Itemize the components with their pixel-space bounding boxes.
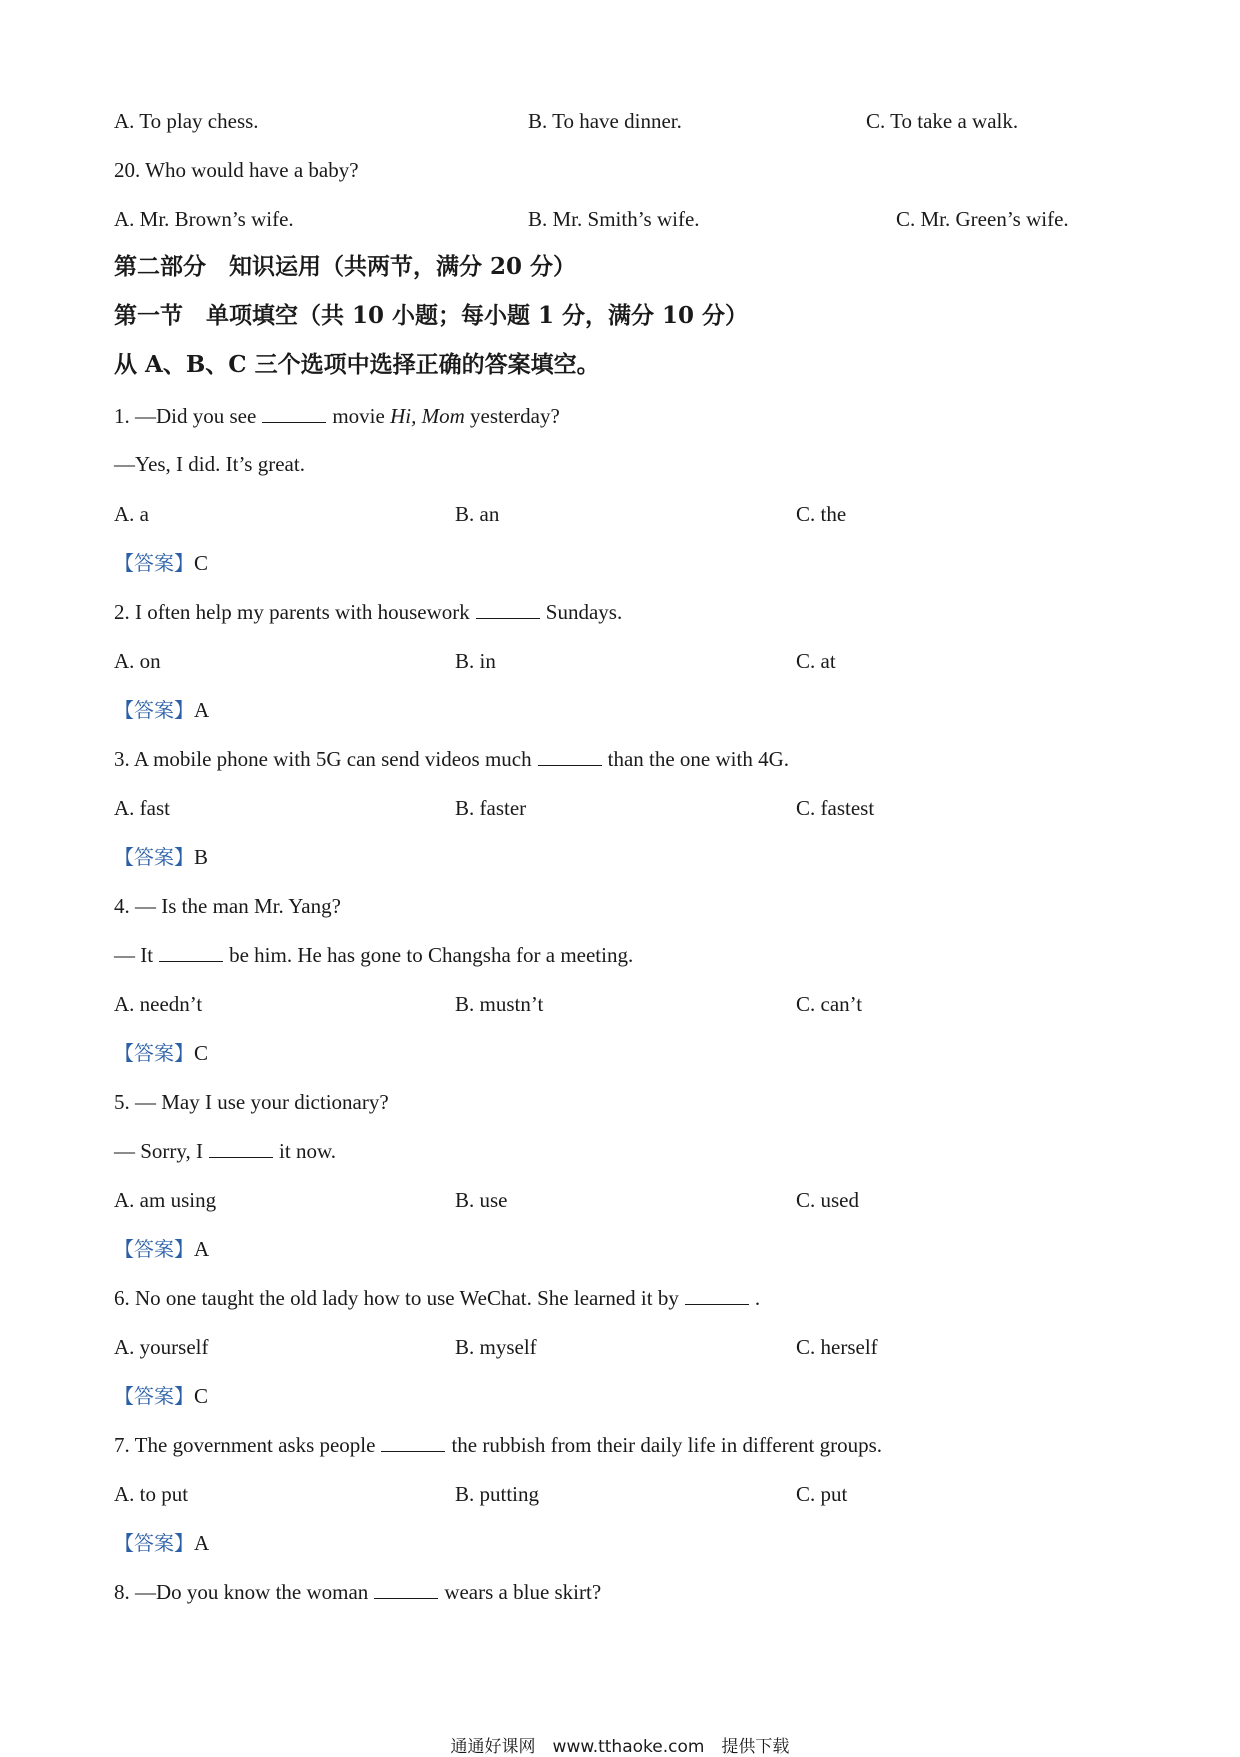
q5-question: 5. — May I use your dictionary? bbox=[114, 1090, 389, 1114]
q1-option-b: B. an bbox=[455, 502, 500, 526]
q2-option-c: C. at bbox=[796, 649, 836, 673]
q19-option-c: C. To take a walk. bbox=[866, 109, 1019, 133]
q3-answer: 【答案】B bbox=[114, 845, 209, 869]
q2-blank bbox=[476, 600, 540, 619]
q6-question: 6. No one taught the old lady how to use WeChat. She learned it by . bbox=[114, 1286, 761, 1310]
q20-option-c: C. Mr. Green’s wife. bbox=[896, 207, 1069, 231]
q19-option-a: A. To play chess. bbox=[114, 109, 259, 133]
q6-option-b: B. myself bbox=[455, 1335, 537, 1359]
q2-answer: 【答案】A bbox=[114, 698, 210, 722]
q4-blank bbox=[159, 943, 223, 962]
q20-question: 20. Who would have a baby? bbox=[114, 158, 359, 182]
q8-blank bbox=[374, 1580, 438, 1599]
q3-option-b: B. faster bbox=[455, 796, 527, 820]
q19-option-b: B. To have dinner. bbox=[528, 109, 682, 133]
section1-title: 第一节 单项填空（共 10 小题；每小题 1 分，满分 10 分） bbox=[114, 302, 749, 329]
q7-option-a: A. to put bbox=[114, 1482, 189, 1506]
q3-blank bbox=[538, 747, 602, 766]
q6-answer: 【答案】C bbox=[114, 1384, 209, 1408]
q7-question: 7. The government asks people the rubbish from their daily life in different groups. bbox=[114, 1433, 883, 1457]
q20-option-a: A. Mr. Brown’s wife. bbox=[114, 207, 294, 231]
q5-option-b: B. use bbox=[455, 1188, 508, 1212]
q1-question: 1. —Did you see movie Hi, Mom yesterday? bbox=[114, 404, 560, 428]
q6-blank bbox=[685, 1286, 749, 1305]
q4-option-a: A. needn’t bbox=[114, 992, 203, 1016]
q5-option-a: A. am using bbox=[114, 1188, 217, 1212]
instruction: 从 A、B、C 三个选项中选择正确的答案填空。 bbox=[114, 351, 600, 378]
q3-option-c: C. fastest bbox=[796, 796, 875, 820]
q1-answer: 【答案】C bbox=[114, 551, 209, 575]
q1-option-c: C. the bbox=[796, 502, 847, 526]
q5-answer: 【答案】A bbox=[114, 1237, 210, 1261]
q8-question: 8. —Do you know the woman wears a blue skirt? bbox=[114, 1580, 602, 1604]
q7-option-b: B. putting bbox=[455, 1482, 540, 1506]
q2-option-a: A. on bbox=[114, 649, 161, 673]
q7-option-c: C. put bbox=[796, 1482, 848, 1506]
q1-blank bbox=[262, 404, 326, 423]
q20-option-b: B. Mr. Smith’s wife. bbox=[528, 207, 700, 231]
q2-question: 2. I often help my parents with housework Sundays. bbox=[114, 600, 623, 624]
q4-option-c: C. can’t bbox=[796, 992, 863, 1016]
q5-option-c: C. used bbox=[796, 1188, 859, 1212]
q3-question: 3. A mobile phone with 5G can send videos much than the one with 4G. bbox=[114, 747, 790, 771]
q5-reply: — Sorry, I it now. bbox=[114, 1139, 337, 1163]
q4-reply: — It be him. He has gone to Changsha for a meeting. bbox=[114, 943, 634, 967]
q2-option-b: B. in bbox=[455, 649, 496, 673]
q4-question: 4. — Is the man Mr. Yang? bbox=[114, 894, 341, 918]
q7-blank bbox=[381, 1433, 445, 1452]
part2-title: 第二部分 知识运用（共两节，满分 20 分） bbox=[114, 253, 577, 280]
q1-reply: —Yes, I did. It’s great. bbox=[114, 452, 305, 476]
q6-option-a: A. yourself bbox=[114, 1335, 209, 1359]
q6-option-c: C. herself bbox=[796, 1335, 878, 1359]
q4-option-b: B. mustn’t bbox=[455, 992, 544, 1016]
footer-watermark: 通通好课网 www.tthaoke.com 提供下载 bbox=[450, 1737, 790, 1757]
q1-option-a: A. a bbox=[114, 502, 149, 526]
q3-option-a: A. fast bbox=[114, 796, 170, 820]
q7-answer: 【答案】A bbox=[114, 1531, 210, 1555]
q4-answer: 【答案】C bbox=[114, 1041, 209, 1065]
q5-blank bbox=[209, 1139, 273, 1158]
